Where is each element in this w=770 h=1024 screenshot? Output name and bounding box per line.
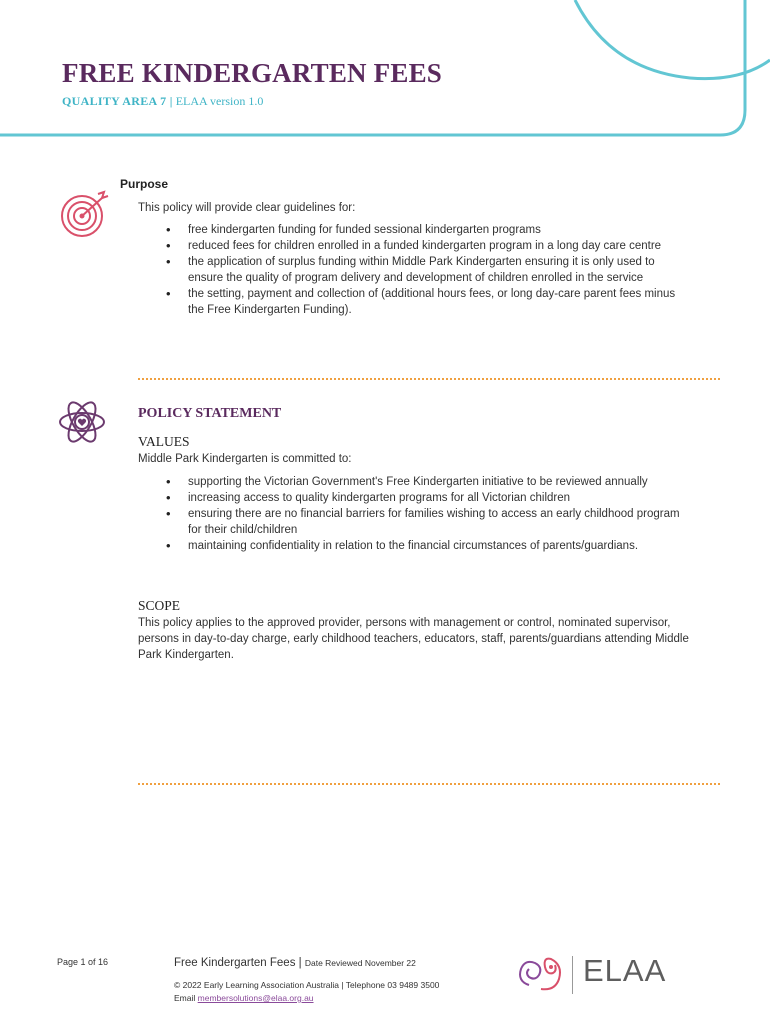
list-item: • increasing access to quality kindergarten programs for all Victorian children — [166, 490, 686, 506]
values-heading: VALUES — [138, 434, 190, 449]
list-item: • supporting the Victorian Government's Free Kindergarten initiative to be reviewed annually — [166, 474, 686, 490]
document-title: FREE KINDERGARTEN FEES — [62, 58, 443, 88]
email-link[interactable]: membersolutions@elaa.org.au — [197, 993, 314, 1003]
logo-separator — [572, 956, 573, 994]
list-item: • the application of surplus funding within Middle Park Kindergarten ensuring it is only used to ensure the quality of program delivery and development of children enrolled in the service — [166, 254, 686, 286]
scope-text: This policy applies to the approved provider, persons with management or control, nominated supervisor, persons in day-to-day charge, early childhood teachers, educators, staff, parents/guardians attending Middle Park Kindergarten. — [138, 617, 689, 661]
target-icon — [58, 190, 114, 242]
copyright-line: © 2022 Early Learning Association Australia | Telephone 03 9489 3500 — [174, 980, 440, 990]
footer-email — [174, 993, 314, 1003]
list-item: • reduced fees for children enrolled in a funded kindergarten program in a long day care centre — [166, 238, 686, 254]
purpose-intro: This policy will provide clear guidelines for: — [138, 202, 356, 214]
list-item: • free kindergarten funding for funded sessional kindergarten programs — [166, 222, 686, 238]
date-reviewed: Date Reviewed November 22 — [304, 958, 416, 968]
list-item: • maintaining confidentiality in relation to the financial circumstances of parents/guardians. — [166, 538, 686, 554]
scope-heading: SCOPE — [138, 598, 181, 613]
policy-statement-heading: POLICY STATEMENT — [138, 406, 282, 421]
header-decoration — [0, 0, 770, 260]
footer-title-text: Free Kindergarten Fees | — [174, 957, 302, 969]
email-label: Email — [174, 993, 196, 1003]
section-divider — [138, 783, 720, 785]
elaa-logo-text: ELAA — [583, 953, 667, 988]
quality-area-label: QUALITY AREA 7 | — [62, 94, 173, 108]
page-number: Page 1 of 16 — [57, 957, 109, 967]
section-divider — [138, 378, 720, 380]
values-list — [166, 474, 686, 554]
footer-document-title — [174, 957, 416, 969]
purpose-list — [166, 222, 686, 318]
atom-heart-icon — [56, 396, 108, 448]
purpose-heading: Purpose — [120, 177, 169, 191]
document-subtitle — [62, 94, 263, 109]
version-label: ELAA version 1.0 — [175, 94, 264, 108]
list-item: • the setting, payment and collection of (additional hours fees, or long day-care parent fees minus the Free Kindergarten Funding). — [166, 286, 686, 318]
elaa-logo-mark-icon — [515, 953, 567, 995]
list-item: • ensuring there are no financial barriers for families wishing to access an early childhood program for their child/children — [166, 506, 686, 538]
values-intro: Middle Park Kindergarten is committed to: — [138, 453, 352, 465]
